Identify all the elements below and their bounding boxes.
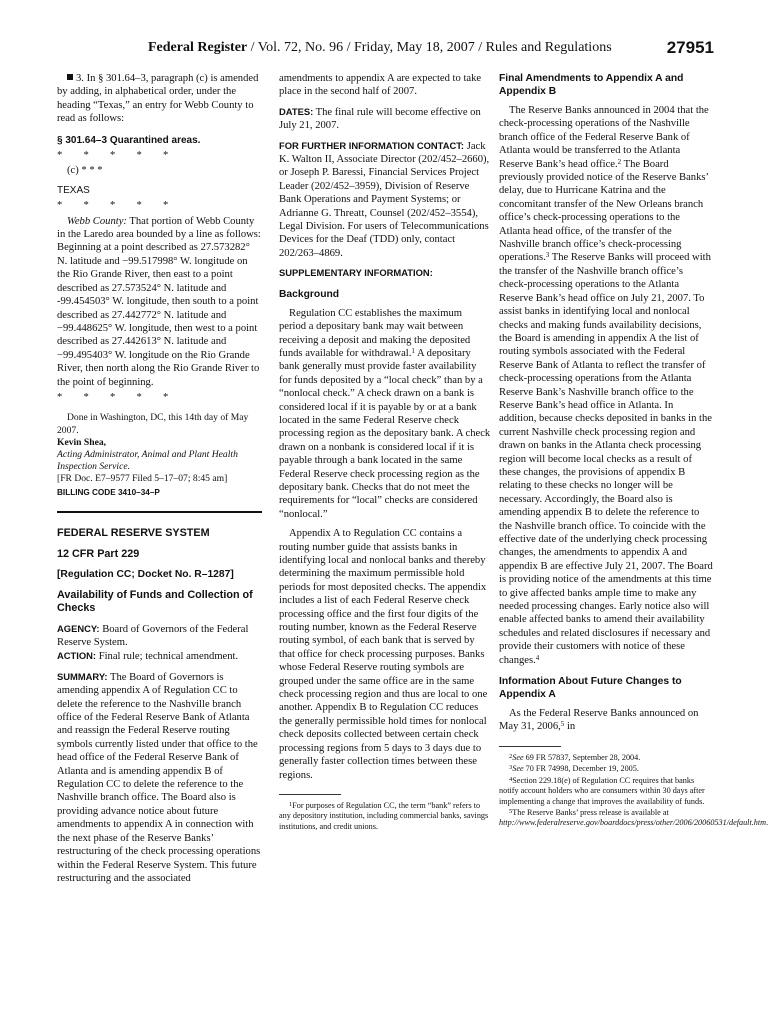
page-header bbox=[56, 40, 714, 62]
footnote-4: $^4$Section 229.18(e) of Regulation CC requires that banks notify account holders who are consumers within 30 days after implementing a change that improves the availability of funds. bbox=[499, 775, 705, 806]
future-changes-heading: Information About Future Changes to Appendix A bbox=[499, 676, 682, 701]
background-heading: Background bbox=[279, 288, 340, 300]
final-amendments-paragraph: The Reserve Banks announced in 2004 that the check-processing operations of the Nashville branch office of the Federal Reserve Bank of Atlanta would be transferred to the Atlanta Reserve Bank’s head office.$^2$ The Board previously provided notice of the Reserve Banks’ delay, due to Hurricane Katrina and the concomitant transfer of the New Orleans branch office’s check-processing operations to the Atlanta head office, of the transfer of the Nashville branch office’s check-processing operations.$^3$ The Reserve Banks will proceed with the transfer of the Nashville branch office’s check-processing operations to the Atlanta Reserve Bank’s head office on July 21, 2007. To assist banks in identifying local and nonlocal checks and making funds availability decisions, the Board is amending in appendix A the list of routing symbols associated with the Federal Reserve Bank of Atlanta to reflect the transfer of check-processing operations from the Atlanta Reserve Bank’s Nashville branch office to the Reserve Bank’s head office in Atlanta. In addition, because checks deposited in banks in the current Nashville check processing region and drawn on banks in the Atlanta check processing region will become local checks as a result of these changes, the provisions of appendix B relating to these checks no longer will be necessary. Accordingly, the Board also is amending appendix B to delete the reference to the Nashville branch office. To coincide with the effective date of the underlying check processing changes, the amendments to appendix A and appendix B are effective July 21, 2007. The Board is providing notice of the amendments at this time to give affected banks ample time to make any needed processing changes. Early notice also will enable affected banks to amend their availability schedules and related disclosures if necessary and provide their customers with notice of these changes.$^4$ bbox=[499, 105, 713, 666]
footnote-2: $^2$See 69 FR 57837, September 28, 2004. bbox=[509, 752, 641, 762]
action-line: ACTION: Final rule; technical amendment. bbox=[57, 650, 239, 663]
contact-paragraph: FOR FURTHER INFORMATION CONTACT: Jack K. Walton II, Associate Director (202/452–2660), or Joseph P. Baressi, Financial Services Project Leader (202/452–3959), Division of Reserve Bank Operations and Payment Systems; or Adrianne G. Threatt, Counsel (202/452–3554), Legal Division. For users of Telecommunications Devices for the Deaf (TDD) only, contact 202/263–4869. bbox=[279, 139, 490, 259]
issue-line: / Vol. 72, No. 96 / Friday, May 18, 2007 / Rules and Regulations bbox=[247, 40, 612, 55]
column-2 bbox=[279, 72, 491, 832]
page-number: 27951 bbox=[666, 38, 714, 57]
webb-county-description: Webb County: That portion of Webb County in the Laredo area bounded by a line as follows: Beginning at a point described as 27.573282° N. latitude and −99.517998° W. longitude on the Rio Grande River, then east to a point described as 27.573524° N. latitude and -99.454503° W. longitude, then south to a point described as 27.442772° N. latitude and −99.448625° W. longitude, then west to a point described as 27.442613° N. latitude and −99.495403° W. longitude on the Rio Grande River, then north along the Rio Grande River to the point of beginning. bbox=[57, 215, 261, 388]
final-amendments-heading: Final Amendments to Appendix A and Appendix B bbox=[499, 73, 684, 97]
omission-stars: * * * * * bbox=[57, 150, 169, 162]
fr-doc-line: [FR Doc. E7–9577 Filed 5–17–07; 8:45 am] bbox=[57, 473, 228, 485]
press-release-link[interactable]: http://www.federalreserve.gov/boarddocs/press/other/2006/20060531/default.htm bbox=[499, 818, 767, 828]
section-divider bbox=[57, 511, 262, 513]
summary-continuation: amendments to appendix A are expected to take place in the second half of 2007. bbox=[279, 73, 482, 98]
omission-stars: * * * * * bbox=[57, 200, 169, 212]
column-1 bbox=[57, 72, 262, 885]
omission-stars: * * * * * bbox=[57, 391, 169, 403]
signer-name: Kevin Shea, bbox=[57, 436, 107, 448]
header-citation bbox=[148, 40, 612, 56]
section-heading: § 301.64–3 Quarantined areas. bbox=[57, 134, 201, 146]
column-3 bbox=[499, 72, 768, 829]
done-statement: Done in Washington, DC, this 14th day of May 2007. bbox=[57, 412, 249, 436]
publication-name: Federal Register bbox=[148, 40, 248, 55]
bullet-square-icon bbox=[67, 74, 73, 80]
cfr-part: 12 CFR Part 229 bbox=[57, 548, 140, 561]
summary-paragraph: SUMMARY: The Board of Governors is amending appendix A of Regulation CC to delete the reference to the Nashville branch office of the Federal Reserve Bank of Atlanta and reassign the Federal Reserve routing symbols currently listed under that office to the head office of the Federal Reserve Bank of Atlanta and is amending appendix B of Regulation CC to delete the reference to the Nashville branch office. The Board also is providing advance notice about future amendments to appendix A in connection with the next phase of the Reserve Banks’ restructuring of the check processing operations within the Federal Reserve System. This future restructuring and the associated bbox=[57, 670, 261, 884]
background-paragraph-1: Regulation CC establishes the maximum period a depositary bank may wait between receiving a deposit and making the deposited funds available for withdrawal.$^1$ A depositary bank generally must provide faster availability for funds deposited by a “local check” than by a “nonlocal check.” A check drawn on a bank is considered local if it is payable by or at a bank located in the same Federal Reserve check processing region as the depositary bank. A check drawn on a nonbank is considered local if it is payable through a bank located in the same Federal Reserve check processing region as the depositary bank. Checks that do not meet the requirements for “local” checks are considered “nonlocal.” bbox=[279, 307, 491, 520]
footnote-ref-1: 1 bbox=[411, 346, 415, 355]
agency-line: AGENCY: Board of Governors of the Federal Reserve System. bbox=[57, 622, 249, 648]
footnote-divider bbox=[499, 746, 561, 747]
signer-title: Acting Administrator, Animal and Plant Health Inspection Service. bbox=[57, 448, 238, 473]
footnote-divider bbox=[279, 794, 341, 795]
background-paragraph-2: Appendix A to Regulation CC contains a routing number guide that assists banks in identifying local and nonlocal banks and thereby determining the maximum permissible hold periods for most deposited checks. The appendix includes a list of each Federal Reserve check processing office and the first four digits of the routing number, known as the Federal Reserve routing symbol, of each bank that is served by that office for check processing purposes. Banks whose Federal Reserve routing symbols are grouped under the same office are in the same check processing region and thus are local to one another. Appendix B to Regulation CC reduces the generally permissible hold times for nonlocal check deposits collected between certain check processing regions from 5 days to 3 days due to generally faster collection times between these regions. bbox=[279, 528, 488, 781]
rule-title: Availability of Funds and Collection of Checks bbox=[57, 588, 253, 615]
docket-line: [Regulation CC; Docket No. R–1287] bbox=[57, 568, 234, 580]
billing-code: BILLING CODE 3410–34–P bbox=[57, 487, 160, 497]
paragraph-c: (c) * * * bbox=[67, 165, 103, 177]
supplementary-label: SUPPLEMENTARY INFORMATION: bbox=[279, 267, 433, 279]
footnote-5: $^5$The Reserve Banks’ press release is available at http://www.federalreserve.gov/boarddocs/press/other/2006/20060531/default.htm. bbox=[499, 807, 768, 828]
amendatory-instruction: 3. In § 301.64–3, paragraph (c) is amended by adding, in alphabetical order, under the heading “Texas,” an entry for Webb County to read as follows: bbox=[57, 73, 259, 125]
footnote-3: $^3$See 70 FR 74998, December 19, 2005. bbox=[509, 764, 639, 774]
dates-line: DATES: The final rule will become effective on July 21, 2007. bbox=[279, 105, 481, 132]
footnote-1: $^1$For purposes of Regulation CC, the term “bank” refers to any depository institution, including commercial banks, savings institutions, and credit unions. bbox=[279, 800, 489, 831]
state-heading: TEXAS bbox=[57, 184, 90, 196]
agency-heading: FEDERAL RESERVE SYSTEM bbox=[57, 526, 210, 539]
future-changes-paragraph: As the Federal Reserve Banks announced on May 31, 2006,$^5$ in bbox=[499, 708, 699, 733]
